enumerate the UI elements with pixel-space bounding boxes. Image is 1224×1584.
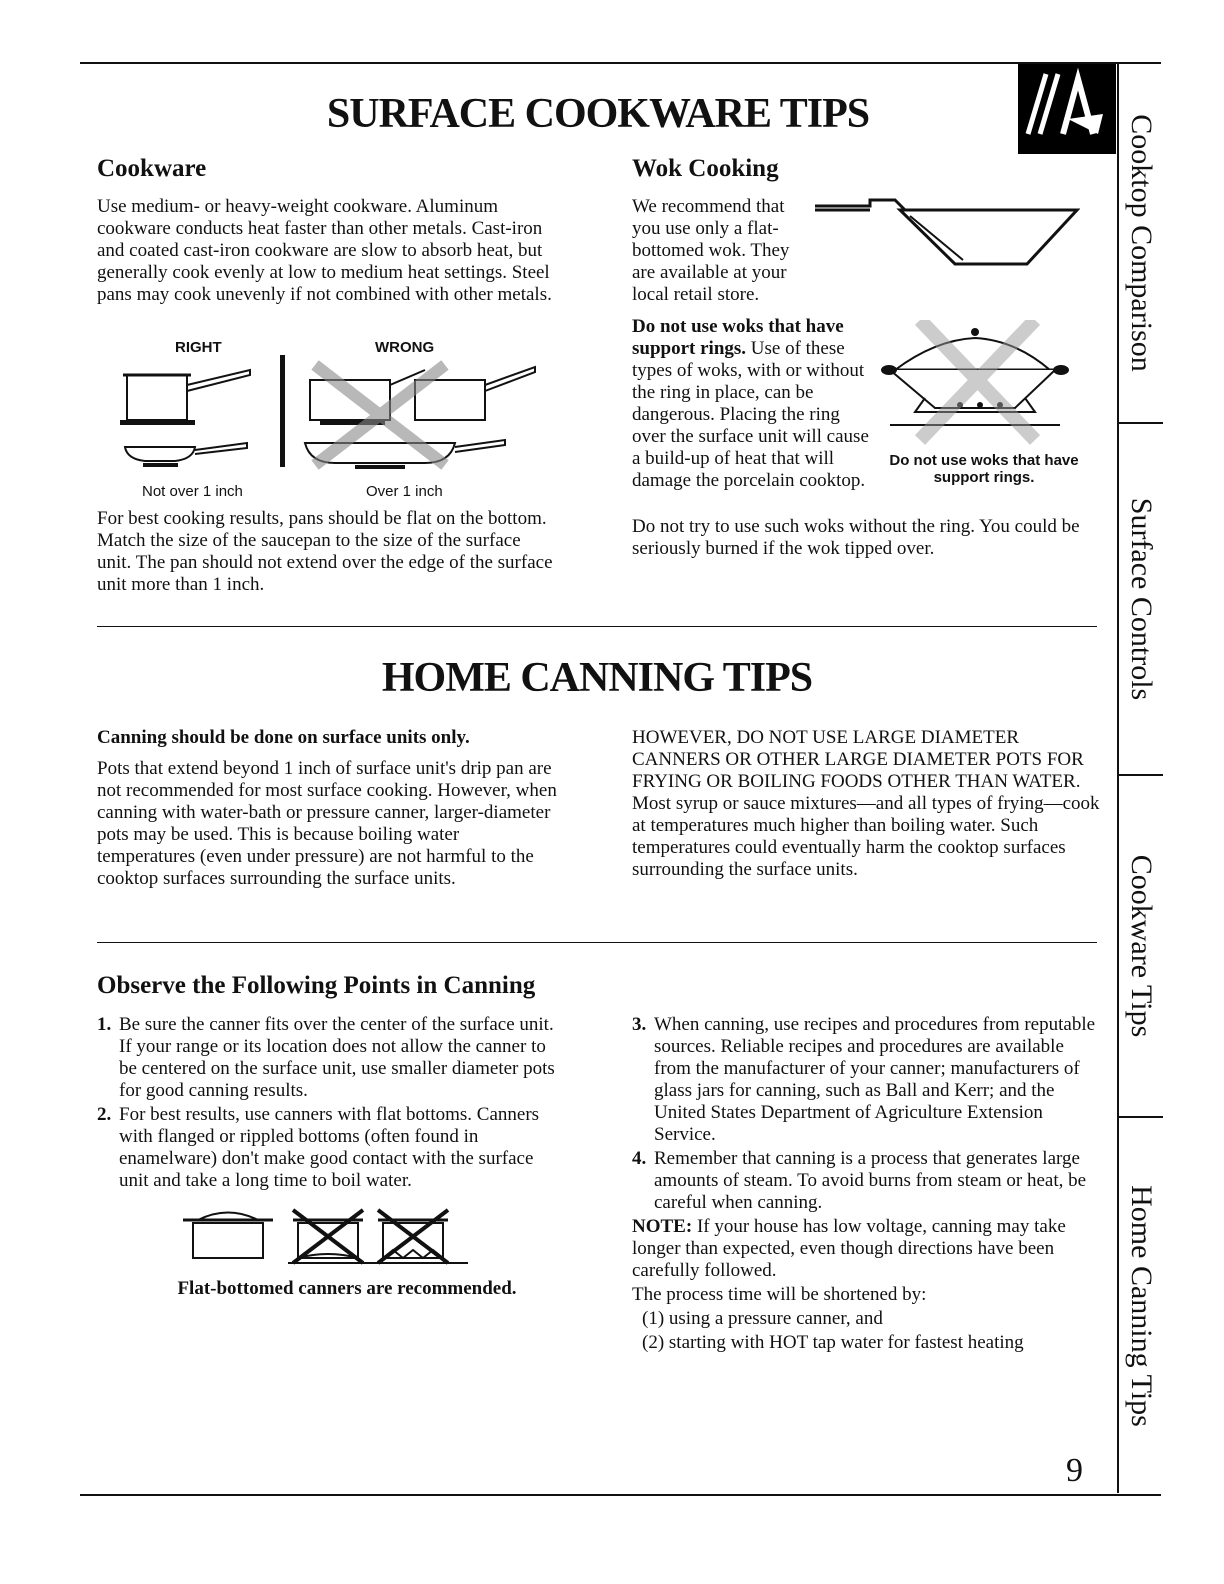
canner-illustration [178, 1205, 478, 1265]
canning-left-paragraph: Pots that extend beyond 1 inch of surface unit's drip pan are not recommended for most surface cooking. However, when canning with water-bath or pressure canner, larger-diameter pots may be used. This is because boiling water temperatures (even under pressure) are not harmful to the cooktop surfaces surrounding the surface units. [97, 758, 557, 889]
list-item-number: 4. [632, 1148, 647, 1169]
surface-cookware-title: SURFACE COOKWARE TIPS [326, 91, 870, 137]
wrong-label: WRONG [375, 339, 435, 356]
note-text: If your house has low voltage, canning may take longer than expected, even though directions have been carefully followed. [632, 1216, 1066, 1281]
list-item [97, 1104, 567, 1192]
note [632, 1216, 1097, 1282]
wok-warning-2: Do not try to use such woks without the ring. You could be seriously burned if the wok tipped over. [632, 516, 1080, 559]
canning-points-right [632, 1014, 1097, 1354]
side-tab-surface-controls[interactable] [1117, 424, 1163, 776]
note-label: NOTE: [632, 1216, 693, 1237]
shortened-item-2: (2) starting with HOT tap water for fastest heating [642, 1332, 1024, 1353]
wok-paragraph: We recommend that you use only a flat-bottomed wok. They are available at your local retail store. [632, 196, 790, 305]
side-tab-cookware-tips[interactable] [1117, 776, 1163, 1118]
over-label: Over 1 inch [366, 483, 443, 500]
cookware-paragraph-2: For best cooking results, pans should be flat on the bottom. Match the size of the saucepan to the size of the surface unit. The pan should not extend over the edge of the surface unit more than 1 inch. [97, 508, 553, 595]
side-tab-label: Cookware Tips [1125, 854, 1158, 1038]
wok-warning [632, 316, 877, 492]
list-item-text: For best results, use canners with flat bottoms. Canners with flanged or rippled bottoms (often found in enamelware) don't make good contact with the surface unit and take a long time to boil water. [119, 1104, 540, 1191]
list-item [97, 1014, 567, 1102]
not-over-label: Not over 1 inch [142, 483, 243, 500]
cookware-heading: Cookware [97, 155, 207, 182]
side-tab-label: Surface Controls [1125, 497, 1158, 701]
shortened-item-1: (1) using a pressure canner, and [642, 1308, 883, 1329]
canning-right-paragraph: HOWEVER, DO NOT USE LARGE DIAMETER CANNERS OR OTHER LARGE DIAMETER POTS FOR FRYING OR BOILING FOODS OTHER THAN WATER. Most syrup or sauce mixtures—and all types of frying—cook at temperatures much higher than boiling water. Such temperatures could eventually harm the cooktop surfaces surrounding the surface units. [632, 727, 1100, 880]
canning-points-heading: Observe the Following Points in Canning [97, 972, 536, 999]
bottom-rule [80, 1494, 1161, 1496]
cookware-paragraph: Use medium- or heavy-weight cookware. Aluminum cookware conducts heat faster than other metals. Cast-iron and coated cast-iron cookware are slow to absorb heat, but generally cook evenly at low to medium heat settings. Steel pans may cook unevenly if not combined with other metals. [97, 196, 552, 305]
shortened-intro: The process time will be shortened by: [632, 1284, 927, 1305]
wok-warning-bold: Do not use woks that have support rings. [632, 316, 844, 359]
ring-wok-illustration [875, 320, 1070, 448]
side-tab-cooktop-comparison[interactable] [1117, 64, 1163, 424]
side-tab-home-canning-tips[interactable] [1117, 1118, 1163, 1493]
canner-caption: Flat-bottomed canners are recommended. [177, 1278, 517, 1299]
side-tab-label: Home Canning Tips [1125, 1184, 1158, 1427]
wok-warning-text: Use of these types of woks, with or without the ring in place, can be dangerous. Placing the ring over the surface unit will cause a build-up of heat that will damage the porcelain cooktop. [632, 338, 869, 491]
canning-bold-line: Canning should be done on surface units only. [97, 727, 470, 748]
home-canning-title: HOME CANNING TIPS [381, 655, 813, 701]
wok-caption: Do not use woks that have support rings. [889, 452, 1079, 486]
list-item [632, 1014, 1097, 1146]
canning-points-left [97, 1014, 567, 1192]
list-item [632, 1148, 1097, 1214]
list-item-number: 3. [632, 1014, 647, 1035]
list-item-text: Be sure the canner fits over the center of the surface unit. If your range or its location does not allow the canner to be centered on the surface unit, use smaller diameter pots for good canning results. [119, 1014, 555, 1101]
section-rule-2 [97, 942, 1097, 943]
right-label: RIGHT [175, 339, 222, 356]
section-rule-1 [97, 626, 1097, 627]
side-tab-label: Cooktop Comparison [1125, 114, 1158, 372]
pan-illustration [115, 355, 545, 485]
list-item-text: When canning, use recipes and procedures from reputable sources. Reliable recipes and procedures are available from the manufacturer of your canner; manufacturers of glass jars for canning, such as Ball and Kerr; and the United States Department of Agriculture Extension Service. [654, 1014, 1096, 1145]
list-item-number: 1. [97, 1014, 112, 1035]
top-rule [80, 62, 1161, 64]
wok-heading: Wok Cooking [632, 155, 779, 182]
list-item-number: 2. [97, 1104, 112, 1125]
page-number: 9 [1066, 1452, 1083, 1489]
list-item-text: Remember that canning is a process that generates large amounts of steam. To avoid burns from steam or heat, be careful when canning. [654, 1148, 1087, 1213]
flat-wok-illustration [815, 196, 1080, 271]
